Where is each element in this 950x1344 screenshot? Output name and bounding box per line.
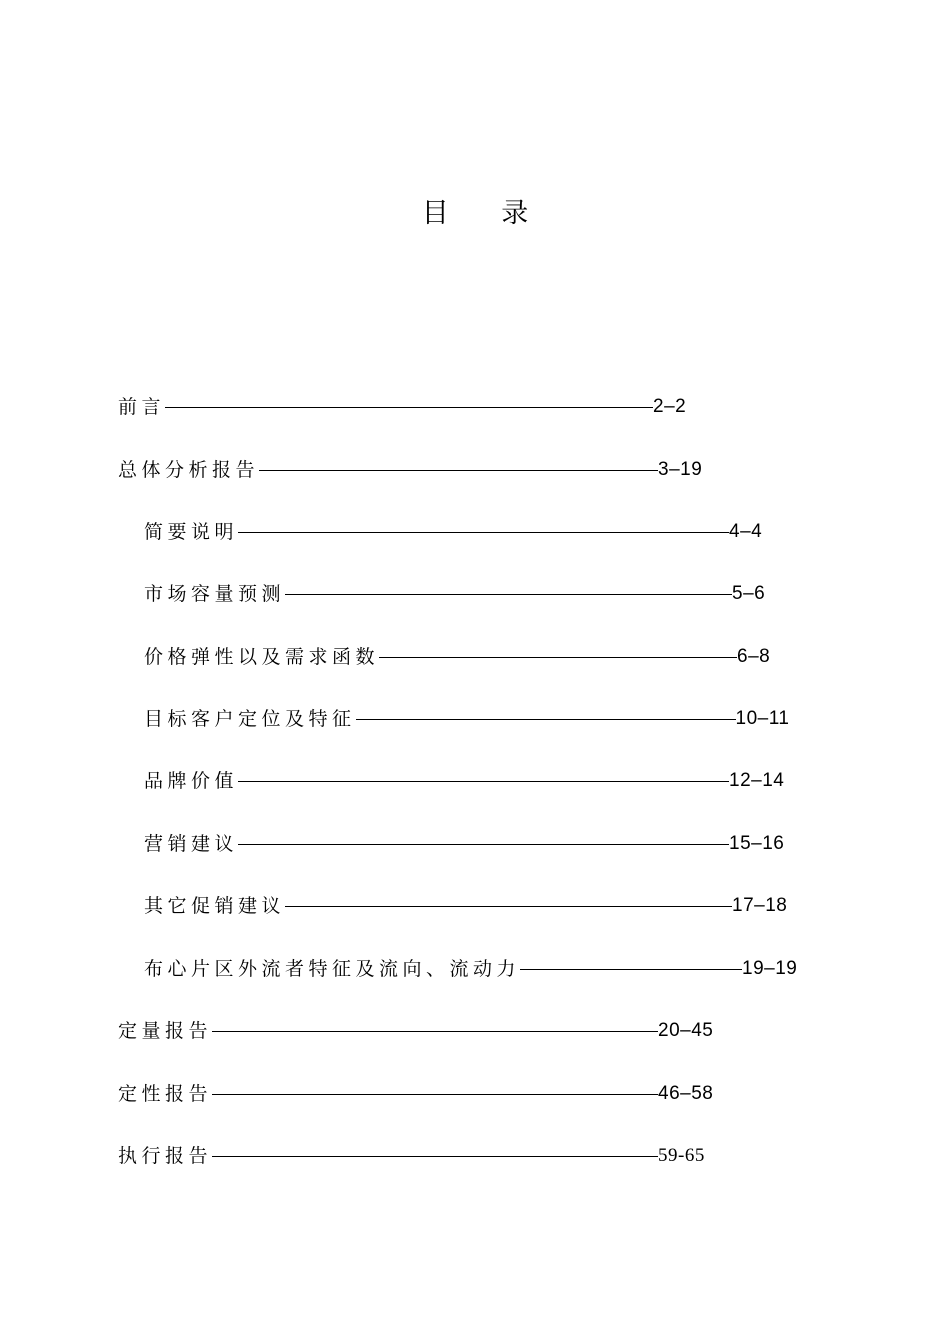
toc-entry-label: 价格弹性以及需求函数	[144, 646, 380, 668]
toc-entry-page: 6–8	[737, 646, 771, 667]
toc-leader-line	[285, 906, 732, 907]
toc-entry-page: 15–16	[729, 833, 785, 854]
toc-entry-label: 简要说明	[144, 521, 239, 543]
toc-leader-line	[238, 532, 729, 533]
toc-entry-qualitative-report[interactable]	[118, 1079, 713, 1109]
toc-entry-page: 5–6	[732, 583, 766, 604]
toc-entry-label: 定量报告	[118, 1020, 213, 1042]
toc-entry-page: 59-65	[658, 1145, 705, 1166]
toc-entry-page: 17–18	[732, 895, 788, 916]
toc-entry-label: 营销建议	[144, 833, 239, 855]
toc-leader-line	[212, 1094, 658, 1095]
toc-entry-page: 10–11	[735, 708, 790, 729]
toc-entry-overall-analysis[interactable]	[118, 455, 702, 485]
toc-entry-label: 前言	[118, 396, 166, 418]
toc-entry-page: 2–2	[653, 396, 687, 417]
toc-leader-line	[165, 407, 653, 408]
toc-entry-preface[interactable]	[118, 392, 686, 422]
toc-entry-page: 4–4	[729, 521, 763, 542]
toc-leader-line	[379, 657, 737, 658]
toc-entry-summary[interactable]	[144, 517, 762, 547]
toc-leader-line	[212, 1156, 658, 1157]
toc-leader-line	[238, 781, 729, 782]
toc-entry-execution-report[interactable]	[118, 1141, 705, 1171]
toc-entry-page: 12–14	[729, 770, 785, 791]
toc-entry-label: 市场容量预测	[144, 583, 286, 605]
page-title: 目 录	[421, 198, 551, 229]
toc-entry-label: 执行报告	[118, 1145, 213, 1167]
toc-entry-target-customers[interactable]	[144, 704, 789, 734]
toc-entry-other-promotion[interactable]	[144, 891, 787, 921]
toc-entry-label: 定性报告	[118, 1083, 213, 1105]
toc-entry-label: 品牌价值	[144, 770, 239, 792]
toc-entry-market-capacity[interactable]	[144, 579, 765, 609]
toc-leader-line	[212, 1031, 658, 1032]
toc-entry-label: 布心片区外流者特征及流向、流动力	[144, 958, 521, 980]
toc-entry-page: 3–19	[658, 459, 703, 480]
toc-entry-page: 46–58	[658, 1083, 714, 1104]
toc-leader-line	[259, 470, 658, 471]
toc-leader-line	[356, 719, 736, 720]
toc-entry-label: 总体分析报告	[118, 459, 260, 481]
toc-leader-line	[238, 844, 729, 845]
toc-entry-label: 其它促销建议	[144, 895, 286, 917]
toc-entry-label: 目标客户定位及特征	[144, 708, 356, 730]
toc-leader-line	[285, 594, 732, 595]
toc-entry-page: 20–45	[658, 1020, 714, 1041]
toc-entry-price-elasticity[interactable]	[144, 642, 770, 672]
toc-entry-page: 19–19	[742, 958, 798, 979]
toc-entry-outflow-characteristics[interactable]	[144, 954, 797, 984]
toc-entry-quantitative-report[interactable]	[118, 1016, 713, 1046]
toc-entry-marketing-advice[interactable]	[144, 829, 784, 859]
toc-leader-line	[520, 969, 742, 970]
toc-entry-brand-value[interactable]	[144, 766, 784, 796]
